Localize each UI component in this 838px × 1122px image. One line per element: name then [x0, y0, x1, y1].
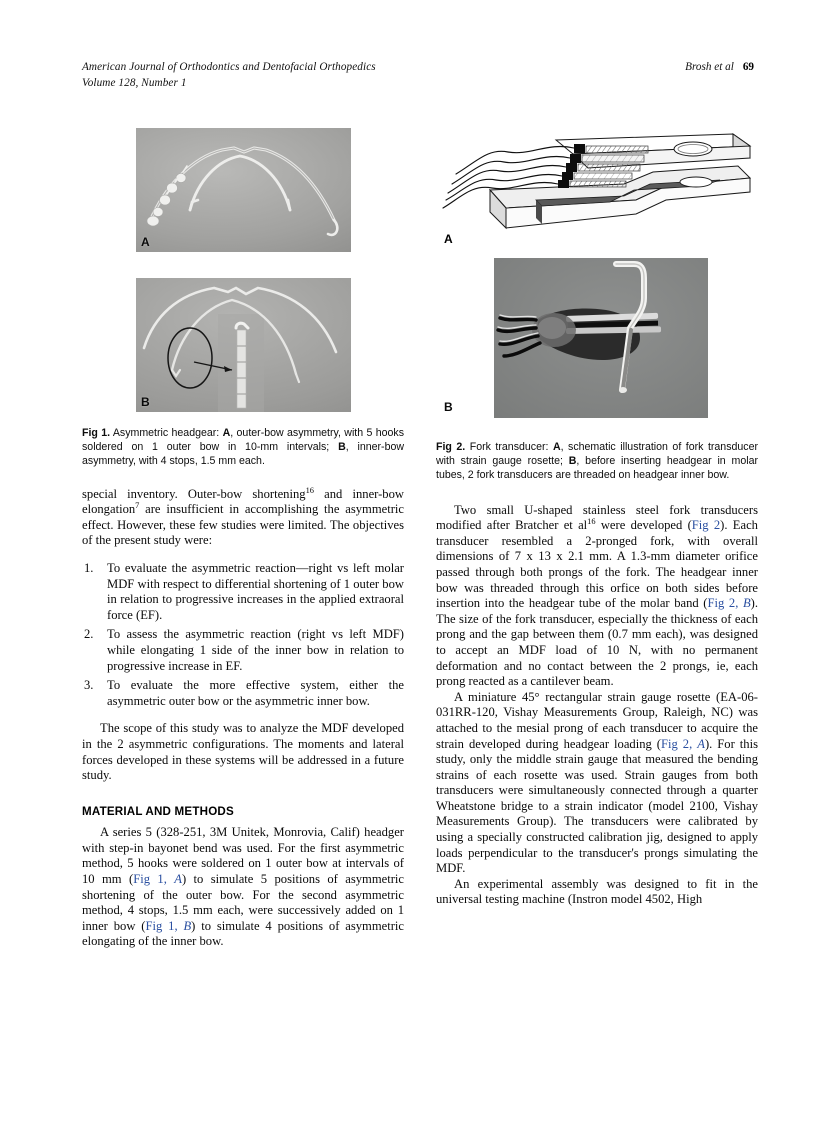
left-paragraph-2: The scope of this study was to analyze the MDF developed in the 2 asymmetric configurations. The moments and lateral forces developed in these systems will be addressed in a future study.: [82, 721, 404, 783]
running-authors: Brosh et al: [685, 61, 734, 73]
figure-2-panel-b-label: B: [444, 400, 453, 414]
right-paragraph-1: [436, 503, 758, 690]
figure-reference-sep-4: ,: [689, 736, 698, 751]
figure-1-caption-label: Fig 1.: [82, 427, 111, 439]
figure-reference-fig1-b: Fig 1: [145, 918, 175, 933]
journal-title-block: [82, 60, 376, 91]
right-paragraph-2: [436, 690, 758, 877]
right-p1-a: Two small U-shaped stainless steel fork transducers modified after Bratcher et al: [436, 502, 758, 533]
left-p3-b: ) to simulate 5 positions of asymmetric shortening of the outer bow. For the second asymmetric method, 4 stops, 1.5 mm each, were successively added on 1 inner bow (: [82, 872, 405, 933]
figure-2-caption-text-3: , before inserting headgear in molar tubes, 2 fork transducers are threaded on headgear inner bow.: [436, 455, 758, 482]
figure-2-caption-text-2: , schematic illustration of fork transducer with strain gauge rosette;: [436, 441, 758, 468]
objective-text-1: To evaluate the asymmetric reaction—right vs left molar MDF with respect to differential shortening of 1 outer bow in relation to progressive increases in the applied extraoral force (EF).: [107, 560, 404, 622]
figure-2-caption-panel-a: A: [552, 441, 561, 453]
left-p1-a: special inventory. Outer-bow shortening: [82, 486, 306, 501]
section-heading-material-and-methods: MATERIAL AND METHODS: [82, 804, 234, 818]
figure-1b-artwork: [136, 278, 351, 412]
right-p2-a: A miniature 45° rectangular strain gauge rosette (EA-06-031RR-120, Vishay Measurements Group, Raleigh, NC) was attached to the mesial prong of each transducer to acquire the strain developed during headgear loading (: [436, 689, 758, 751]
figure-2b-artwork: [494, 258, 708, 418]
right-p1-c: ). Each transducer resembled a 2-pronged fork, with overall dimensions of 7 x 13 x 2.1 mm. A 1.3-mm diameter orifice passed through both prongs of the fork. The headgear inner bow was threaded through this orfice on both sides before insertion into the headgear tube of the molar band (: [436, 518, 758, 611]
right-p1-sup-16: 16: [587, 517, 596, 527]
objective-text-2: To assess the asymmetric reaction (right vs left MDF) while elongating 1 side of the inner bow in relation to progressive increase in EF.: [107, 627, 404, 673]
journal-name: American Journal of Orthodontics and Dentofacial Orthopedics: [82, 61, 376, 73]
figure-reference-fig1-a: Fig 1: [133, 872, 164, 887]
left-p1-b: and inner-bow elongation: [82, 486, 404, 517]
figure-reference-panel-b-1: B: [183, 918, 192, 933]
figure-1-panel-a-photo: [136, 128, 351, 252]
figure-1-caption-text-1: Asymmetric headgear:: [110, 427, 223, 439]
left-p3-a: A series 5 (328-251, 3M Unitek, Monrovia, Calif) headger with step-in bayonet bend was used. For the first asymmetric method, 5 hooks were soldered on 1 outer bow at intervals of 10 mm (: [82, 825, 404, 887]
left-paragraph-1: [82, 487, 404, 549]
journal-volume: Volume 128, Number 1: [82, 76, 187, 89]
left-p1-sup-7: 7: [135, 501, 140, 511]
left-p3-c: ) to simulate 4 positions of asymmetric elongating of the inner bow.: [82, 918, 405, 949]
figure-2a-artwork: [438, 128, 758, 248]
page-number: 69: [742, 61, 754, 73]
figure-2-panel-b-photo: [444, 258, 708, 418]
left-column-body: [82, 487, 404, 950]
right-p2-b: ). For this study, only the middle strain gauge that measured the bending strains of each rosette was used. Strain gauges from both transducers were simultaneously connected through a quarter Wheatstone bridge to a strain indicator (model 2100, Vishay Measurements Group). The transducers were calibrated by using a specially constructed calibration jig, designed to apply loads perpendicular to the transducer's prongs simulating the MDF.: [436, 736, 758, 876]
right-p1-d: ). The size of the fork transducer, especially the thickness of each prong and the gap between them (0.7 mm each), was designed to accept an MDF load of 10 N, with no permanent deformation and no contact between the 2 prongs, ie, each prong reacted as a cantilever beam.: [436, 596, 759, 689]
figure-reference-fig2-b: Fig 2: [707, 596, 736, 611]
right-p1-b: were developed (: [595, 518, 692, 533]
objective-item-3: [82, 678, 404, 709]
figure-1-panel-a-label: A: [141, 235, 150, 249]
figure-2-panel-a-schematic: [438, 128, 758, 248]
figure-1-caption-panel-a: A: [222, 427, 231, 439]
objective-text-3: To evaluate the more effective system, either the asymmetric outer bow or the asymmetric inner bow.: [107, 678, 404, 708]
figure-2-caption-label: Fig 2.: [436, 441, 466, 453]
left-p1-sup-16: 16: [305, 485, 314, 495]
figure-reference-sep-1: ,: [163, 872, 175, 887]
figure-2-panel-a-label: A: [444, 232, 453, 246]
figure-reference-sep-3: ,: [735, 596, 743, 611]
figure-reference-panel-b-2: B: [742, 596, 751, 611]
left-p1-c: are insufficient in accomplishing the asymmetric effect. However, these few studies were limited. The objectives of the present study were:: [82, 502, 404, 548]
figure-1-panel-b-label: B: [141, 395, 150, 409]
objective-number-3: 3.: [84, 678, 94, 693]
running-head-right: [685, 60, 754, 76]
figure-1-caption: [82, 426, 404, 469]
objective-number-1: 1.: [84, 560, 94, 575]
figure-1-caption-panel-b: B: [338, 441, 346, 454]
left-column: [82, 128, 404, 950]
figure-1-caption-text-3: , inner-bow asymmetry, with 4 stops, 1.5 mm each.: [82, 441, 405, 468]
left-paragraph-3: [82, 825, 404, 950]
figure-1a-artwork: [136, 128, 351, 252]
figure-reference-fig2-a: Fig 2: [661, 736, 690, 751]
figure-reference-panel-a-2: A: [697, 736, 705, 751]
objective-number-2: 2.: [84, 627, 94, 642]
figure-reference-sep-2: ,: [174, 918, 184, 933]
objectives-list: [82, 561, 404, 709]
right-column: [436, 128, 758, 908]
figure-2-caption-panel-b: B: [568, 455, 577, 468]
figure-1-caption-text-2: , outer-bow asymmetry, with 5 hooks soldered on 1 outer bow in 10-mm intervals;: [82, 427, 405, 454]
right-column-body: [436, 503, 758, 908]
objective-item-2: [82, 627, 404, 674]
figure-2-caption-text-1: Fork transducer:: [465, 441, 553, 453]
figure-1-panel-b-photo: [136, 278, 351, 412]
figure-reference-panel-a-1: A: [174, 872, 182, 887]
right-paragraph-3: An experimental assembly was designed to fit in the universal testing machine (Instron model 4502, High: [436, 876, 758, 907]
figure-reference-fig2: Fig 2: [691, 518, 721, 533]
figure-2-caption: [436, 440, 758, 483]
objective-item-1: [82, 561, 404, 623]
running-head: [82, 60, 754, 94]
